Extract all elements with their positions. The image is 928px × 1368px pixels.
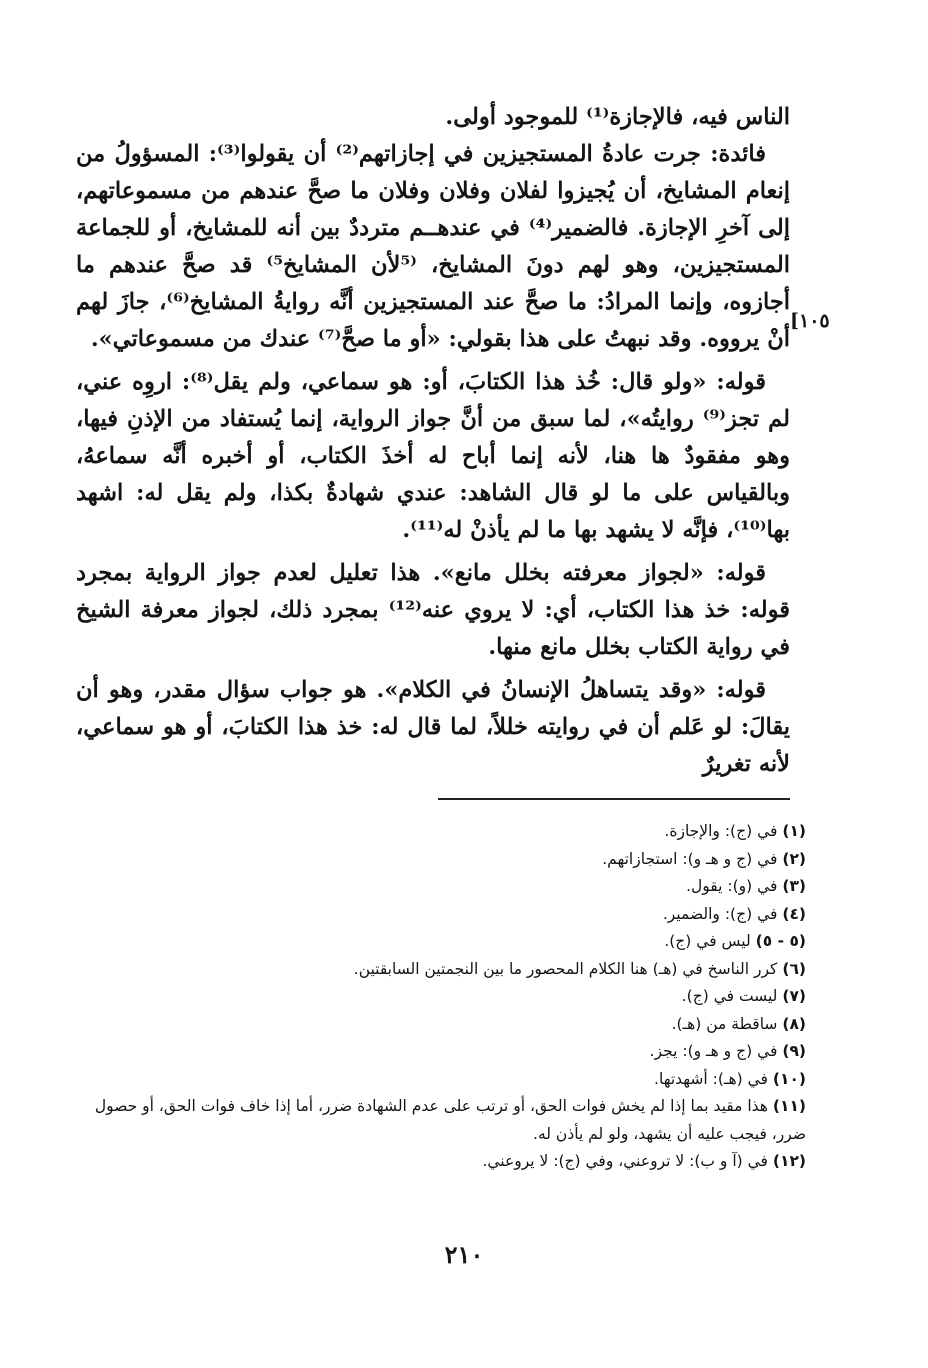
footnote-text: في (هـ): أشهدتها.	[654, 1069, 768, 1088]
footnote-number: (٥ - ٥)	[755, 932, 806, 950]
footnote-text: في (و): يقول.	[686, 877, 778, 895]
footnote-11	[76, 1093, 806, 1148]
footnote-8	[76, 1011, 806, 1039]
footnote-text: في (ج و هـ و): يجز.	[649, 1042, 778, 1060]
footnote-6	[76, 956, 806, 984]
footnote-text: ساقطة من (هـ).	[671, 1014, 778, 1033]
footnote-9	[76, 1038, 806, 1066]
footnote-1	[76, 818, 806, 846]
footnote-number: (١٢)	[772, 1152, 806, 1170]
footnote-12	[76, 1148, 806, 1176]
main-text	[76, 99, 790, 783]
footnotes	[76, 818, 806, 1176]
footnote-text: في (ج و هـ و): استجازاتهم.	[602, 849, 778, 868]
margin-marker: [١٠٥	[790, 310, 830, 332]
footnote-number: (٦)	[782, 959, 806, 978]
footnote-text: ليس في (ج).	[664, 932, 751, 950]
footnote-number: (٣)	[782, 877, 806, 895]
footnote-text: ليست في (ج).	[681, 987, 778, 1005]
paragraph-1: الناس فيه، فالإجازة⁽¹⁾ للموجود أولى.	[445, 104, 790, 130]
footnote-2	[76, 846, 806, 874]
footnote-separator	[438, 798, 790, 800]
paragraph-4: قوله: «لجواز معرفته بخلل مانع». هذا تعليل لعدم جواز الرواية بمجرد قوله: خذ هذا الكتاب، أي: لا يروي عنه⁽¹²⁾ بمجرد ذلك، لجواز معرفة الشيخ في رواية الكتاب بخلل مانع منها.	[76, 560, 790, 660]
paragraph-5: قوله: «وقد يتساهلُ الإنسانُ في الكلام». هو جواب سؤال مقدر، وهو أن يقالَ: لو عَلم أن في روايته خللاً، لما قال له: خذ هذا الكتابَ، أو هو سماعي، لأنه تغريرٌ	[76, 677, 790, 777]
footnote-number: (١)	[782, 822, 806, 840]
footnote-text: في (ج): والضمير.	[662, 904, 778, 923]
footnote-3	[76, 873, 806, 901]
page-number: ٢١٠	[444, 1240, 484, 1269]
footnote-text: كرر الناسخ في (هـ) هنا الكلام المحصور ما بين النجمتين السابقتين.	[353, 959, 778, 978]
footnote-10	[76, 1066, 806, 1094]
footnote-number: (١٠)	[772, 1069, 806, 1088]
paragraph-3: قوله: «ولو قال: خُذ هذا الكتابَ، أو: هو سماعي، ولم يقل⁽⁸⁾: اروِه عني، لم تجز⁽⁹⁾ روايتُه»، لما سبق من أنَّ جواز الرواية، إنما يُستفاد من الإذنِ فيها، وهو مفقودٌ ها هنا، لأنه إنما أباح له أخذَ الكتاب، أو أخبره أنَّه سماعهُ، وبالقياس على ما لو قال الشاهد: عندي شهادةٌ بكذا، ولم يقل له: اشهد بها⁽¹⁰⁾، فإنَّه لا يشهد بها ما لم يأذنْ له⁽¹¹⁾.	[76, 369, 790, 543]
footnote-number: (٩)	[782, 1042, 806, 1060]
footnote-number: (٧)	[782, 987, 806, 1005]
footnote-number: (١١)	[772, 1097, 806, 1115]
footnote-number: (٨)	[782, 1014, 806, 1033]
paragraph-2: فائدة: جرت عادةُ المستجيزين في إجازاتهم⁽²⁾ أن يقولوا⁽³⁾: المسؤولُ من إنعام المشايخ، أن يُجيزوا لفلان وفلان وفلان ما صحَّ عندهم من مسموعاتهم، إلى آخرِ الإجازة. فالضمير⁽⁴⁾ في عندهــم مترددٌ بين أنه للمشايخ، أو للجماعة المستجيزين، وهو لهم دونَ المشايخ، ⁽⁵لأن المشايخ⁵⁾ قد صحَّ عندهم ما أجازوه، وإنما المرادُ: ما صحَّ عند المستجيزين أنَّه روايةُ المشايخ⁽⁶⁾، جازَ لهم أنْ يرووه. وقد نبهتُ على هذا بقولي: «أو ما صحَّ⁽⁷⁾ عندك من مسموعاتي».	[76, 141, 790, 352]
footnote-text: في (ج): والإجازة.	[664, 822, 778, 840]
footnote-text: هذا مقيد بما إذا لم يخش فوات الحق، أو ترتب على عدم الشهادة ضرر، أما إذا خاف فوات الحق، أو حصول ضرر، فيجب عليه أن يشهد، ولو لم يأذن له.	[94, 1097, 806, 1143]
footnote-4	[76, 901, 806, 929]
footnote-7	[76, 983, 806, 1011]
footnote-number: (٤)	[782, 904, 806, 923]
footnote-text: في (آ و ب): لا تروعني، وفي (ج): لا يروعني.	[482, 1152, 768, 1170]
footnote-5	[76, 928, 806, 956]
footnote-number: (٢)	[782, 849, 806, 868]
